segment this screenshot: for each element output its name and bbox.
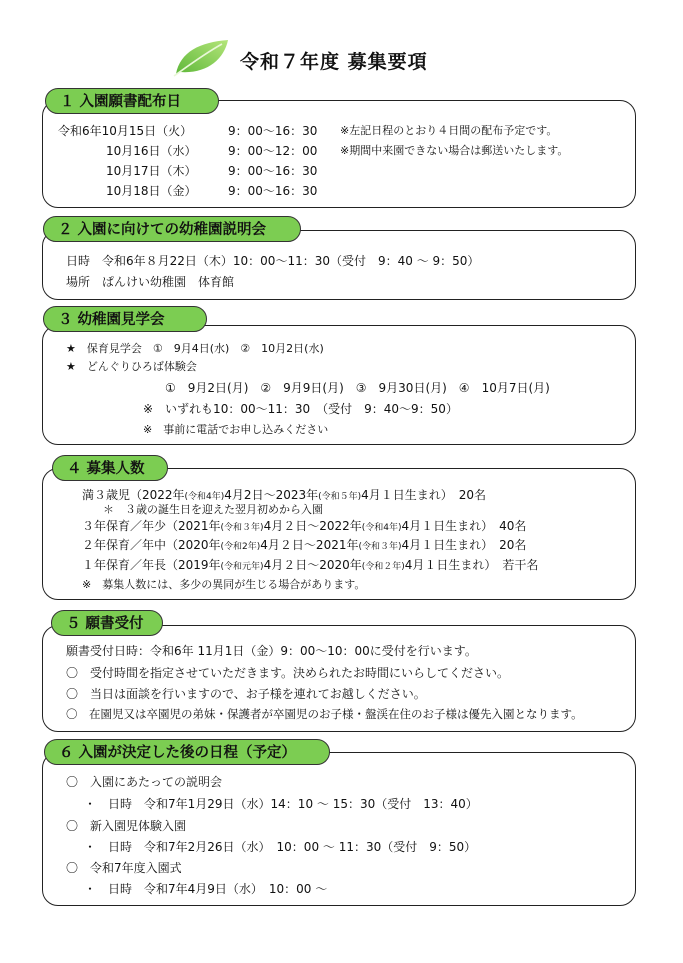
s2-datetime: 日時 令和6年８月22日（木）10：00〜11：30（受付 9：40 〜 9：50） [66, 254, 480, 268]
s1-row2-time: 9：00〜12：00 [228, 144, 318, 158]
s1-row4-time: 9：00〜16：30 [228, 184, 318, 198]
s1-row4-date: 10月18日（金） [106, 184, 197, 198]
leaf-icon [170, 38, 234, 78]
s3-line2: ★ どんぐりひろば体験会 [66, 360, 197, 373]
s4-row4: １年保育／年長（2019年(令和元年)4月２日〜2020年(令和２年)4月１日生まれ） 若干名 [82, 558, 539, 572]
s6-line3: 〇 新入園児体験入園 [66, 819, 187, 833]
s1-row3-date: 10月17日（木） [106, 164, 197, 178]
section-6-heading: ６ 入園が決定した後の日程（予定） [44, 739, 330, 765]
s6-line2: ・ 日時 令和7年1月29日（水）14：10 〜 15：30（受付 13：40） [84, 797, 478, 811]
section-5-heading: ５ 願書受付 [51, 610, 163, 636]
s4-row2: ３年保育／年少（2021年(令和３年)4月２日〜2022年(令和4年)4月１日生まれ） 40名 [82, 519, 527, 533]
page-title: 令和７年度 募集要項 [240, 51, 428, 73]
s3-line1: ★ 保育見学会 ① 9月4日(水) ② 10月2日(水) [66, 342, 324, 355]
s4-note: ※ 募集人数には、多少の異同が生じる場合があります。 [82, 578, 366, 591]
s6-line6: ・ 日時 令和7年4月9日（水） 10：00 〜 [84, 882, 328, 896]
s1-row3-time: 9：00〜16：30 [228, 164, 318, 178]
section-3-heading: ３ 幼稚園見学会 [43, 306, 207, 332]
section-1-heading: １ 入園願書配布日 [45, 88, 219, 114]
s6-line5: 〇 令和7年度入園式 [66, 861, 182, 875]
s3-line4: ※ いずれも10：00〜11：30 （受付 9：40〜9：50） [143, 402, 458, 416]
s1-row1-note: ※左記日程のとおり４日間の配布予定です。 [340, 124, 558, 137]
s4-row3: ２年保育／年中（2020年(令和2年)4月２日〜2021年(令和３年)4月１日生まれ） 20名 [82, 538, 527, 552]
s4-row1: 満３歳児（2022年(令和4年)4月2日〜2023年(令和５年)4月１日生まれ） 20名 [82, 488, 487, 502]
s1-row2-date: 10月16日（水） [106, 144, 197, 158]
s1-row1-time: 9：00〜16：30 [228, 124, 318, 138]
s4-row1-note: ＊ ３歳の誕生日を迎えた翌月初めから入園 [103, 503, 323, 516]
s2-place: 場所 ぱんけい幼稚園 体育館 [66, 275, 235, 289]
section-4-heading: ４ 募集人数 [52, 455, 168, 481]
s6-line4: ・ 日時 令和7年2月26日（水） 10：00 〜 11：30（受付 9：50） [84, 840, 477, 854]
s1-row2-note: ※期間中来園できない場合は郵送いたします。 [340, 144, 569, 157]
s3-line5: ※ 事前に電話でお申し込みください [143, 423, 329, 436]
s6-line1: 〇 入園にあたっての説明会 [66, 775, 223, 789]
s5-line4: 〇 在園児又は卒園児の弟妹・保護者が卒園児のお子様・盤渓在住のお子様は優先入園となります。 [66, 707, 583, 721]
s5-line3: 〇 当日は面談を行いますので、お子様を連れてお越しください。 [66, 687, 426, 701]
s5-line1: 願書受付日時：令和6年 11月1日（金）9：00〜10：00に受付を行います。 [66, 644, 477, 658]
section-2-heading: ２ 入園に向けての幼稚園説明会 [43, 216, 301, 242]
s1-row1-date: 令和6年10月15日（火） [58, 124, 193, 138]
s5-line2: 〇 受付時間を指定させていただきます。決められたお時間にいらしてください。 [66, 666, 510, 680]
title-area [0, 38, 683, 88]
s3-line3: ① 9月2日(月) ② 9月9日(月) ③ 9月30日(月) ④ 10月7日(月) [165, 381, 550, 395]
